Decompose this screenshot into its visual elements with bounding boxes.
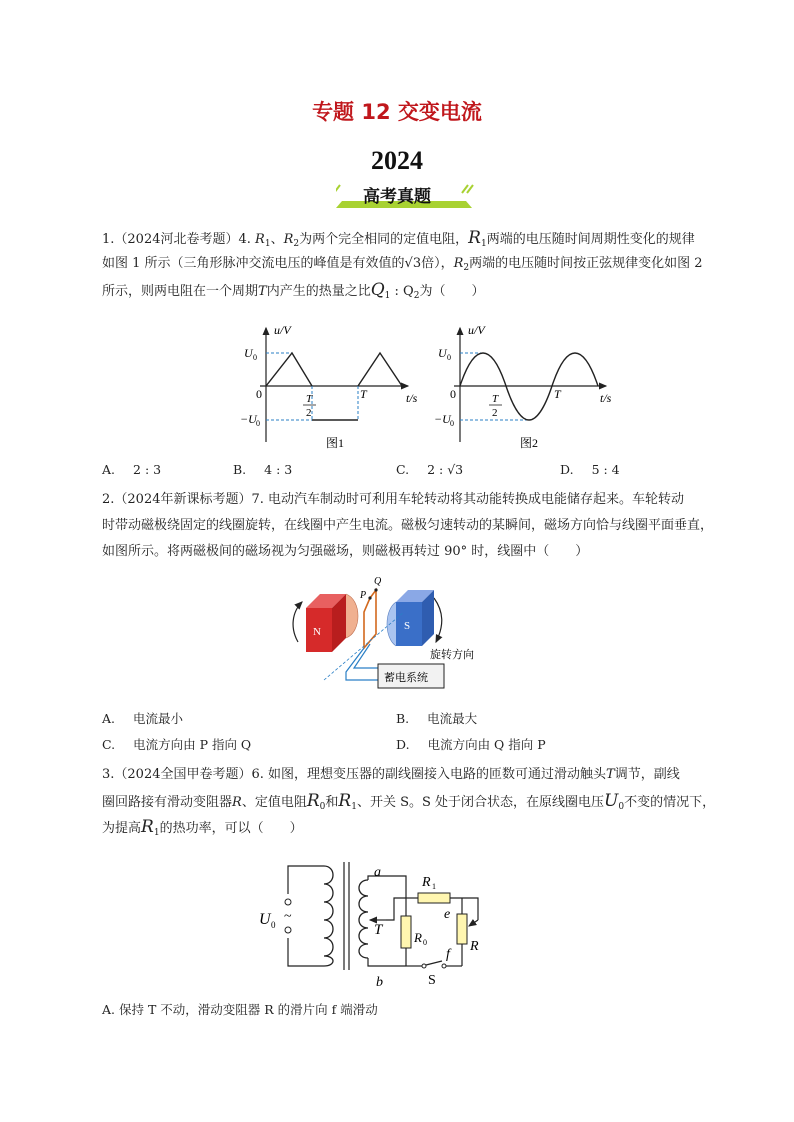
fig1-half-den: 2 (306, 407, 312, 419)
fig1-neg: −U (240, 412, 257, 426)
south-pole-face (387, 602, 396, 646)
q1-option-c[interactable] (396, 462, 463, 477)
q1-q2-sub: 2 (413, 291, 420, 301)
q-label: Q (374, 576, 382, 587)
q1-option-c-letter: C. (396, 462, 410, 477)
fig2-neg: −U (434, 412, 451, 426)
q2-option-d-text: 电流方向由 Q 指向 P (427, 737, 546, 752)
q1-q1-sub: 1 (384, 291, 391, 301)
q2-line-2: 时带动磁极绕固定的线圈旋转，在线圈中产生电流。磁极匀速转动的某瞬间，磁场方向恰与线圈平面垂直， (102, 518, 714, 533)
q1-figure-2 (434, 322, 624, 452)
q1-r2-b: R (453, 256, 464, 271)
q1-figure-1 (240, 322, 430, 452)
primary-coil (324, 866, 333, 966)
r0-label-sub: 0 (423, 938, 427, 947)
q3-r: R (232, 795, 242, 810)
resistor-r1 (418, 893, 450, 903)
q1-option-d-text: 5 : 4 (591, 462, 620, 477)
q1-q1: Q (370, 280, 385, 300)
q3-line3-b: 的热功率，可以（ ） (159, 821, 303, 836)
q3-option-a[interactable]: A. 保持 T 不动，滑动变阻器 R 的滑片向 f 端滑动 (102, 1002, 378, 1017)
north-label: N (313, 626, 321, 638)
q3-line2-d: 不变的情况下， (624, 795, 716, 810)
u0-label: U (259, 911, 271, 928)
q3-t: T (606, 767, 615, 782)
switch-contact-right (442, 964, 446, 968)
fig2-caption: 图2 (520, 436, 539, 450)
fig1-triangle-1 (266, 353, 312, 386)
r1-label: R (422, 875, 431, 890)
fig2-u0-sub: 0 (447, 353, 451, 362)
q2-line-1: 2.（2024年新课标考题）7. 电动汽车制动时可利用车轮转动将其动能转换成电能储存起来。车轮转动 (102, 492, 685, 507)
fig1-origin: 0 (256, 387, 262, 401)
q3-and: 和 (325, 795, 339, 810)
switch-label: S (428, 973, 436, 988)
fig1-half-num: T (306, 393, 313, 405)
q1-option-c-text: 2 : √3 (427, 462, 464, 477)
storage-label: 蓄电系统 (384, 672, 428, 684)
left-rotate-arrow (293, 602, 302, 642)
fig1-tlabel: t/s (406, 391, 418, 405)
q2-option-d[interactable] (396, 735, 546, 753)
q1-number: 4. (238, 232, 256, 247)
fig1-caption: 图1 (326, 436, 345, 450)
q3-r0-sub: 0 (319, 802, 326, 812)
q3-r1: R (338, 791, 352, 811)
right-rotate-arrow (434, 598, 442, 642)
point-q (374, 588, 377, 591)
q3-r0: R (306, 791, 320, 811)
primary-wire-bottom (288, 938, 324, 966)
fig1-u0: U (244, 346, 253, 360)
rheostat-slider (469, 920, 478, 926)
q1-line2-c: 两端的电压随时间按正弦规律变化如图 2 (469, 256, 703, 271)
q1-line-3 (102, 277, 702, 303)
fig2-ylabel: u/V (468, 323, 485, 337)
secondary-coil (359, 880, 368, 958)
fig1-neg-sub: 0 (256, 419, 260, 428)
q3-line1-b: 调节，副线 (614, 767, 680, 782)
secondary-wire-bottom (368, 958, 406, 966)
q1-option-d-letter: D. (560, 462, 574, 477)
question-1 (102, 225, 702, 303)
fig1-u0-sub: 0 (253, 353, 257, 362)
q3-line2-c: 、开关 S。S 处于闭合状态，在原线圈电压 (356, 795, 605, 810)
q3-r1-b: R (141, 817, 154, 837)
fig2-tlabel: t/s (600, 391, 612, 405)
q1-r2: R (283, 232, 294, 247)
b-label: b (376, 975, 383, 990)
fig2-T: T (554, 387, 561, 401)
q1-r2-sub: 2 (293, 239, 300, 249)
q1-line3-b: 内产生的热量之比 (266, 284, 371, 299)
q2-option-d-letter: D. (396, 737, 410, 752)
source-terminal-top (285, 899, 291, 905)
q3-line1-a: 3.（2024全国甲卷考题）6. 如图，理想变压器的副线圈接入电路的匝数可通过滑动触头 (102, 767, 607, 782)
q1-period: T (258, 284, 267, 299)
q2-option-b-text: 电流最大 (427, 711, 478, 726)
resistor-r0 (401, 916, 411, 948)
q3-u0: U (604, 791, 619, 811)
north-pole-face (346, 594, 358, 638)
point-p (368, 596, 371, 599)
q1-text-c: 两端的电压随时间周期性变化的规律 (486, 232, 695, 247)
q1-option-b[interactable] (233, 462, 292, 477)
q1-option-b-letter: B. (233, 462, 247, 477)
fig2-half-den: 2 (492, 407, 498, 419)
q3-line2-b: 、定值电阻 (241, 795, 307, 810)
r1-label-sub: 1 (432, 882, 436, 891)
q2-line-3: 如图所示。将两磁极间的磁场视为匀强磁场，则磁极再转过 90° 时，线圈中（ ） (102, 544, 589, 559)
q1-line-1 (102, 225, 702, 251)
q1-line2-b: 倍）， (421, 256, 454, 271)
q1-line3-a: 所示，则两电阻在一个周期 (102, 284, 259, 299)
q2-option-a[interactable] (102, 709, 183, 727)
exam-banner (336, 181, 476, 209)
south-label: S (404, 620, 411, 632)
p-label: P (360, 590, 367, 601)
coil-lead-1 (346, 648, 378, 680)
q3-line3-a: 为提高 (102, 821, 142, 836)
q1-option-a[interactable] (102, 462, 161, 477)
fig2-neg-sub: 0 (450, 419, 454, 428)
q1-line-2 (102, 251, 702, 277)
q1-sep: 、 (270, 232, 284, 247)
fig2-u0: U (438, 346, 447, 360)
rotation-direction-label: 旋转方向 (430, 649, 474, 661)
q2-figure (284, 572, 504, 698)
primary-wire-top (288, 866, 324, 894)
q2-option-a-letter: A. (102, 711, 116, 726)
a-label: a (374, 865, 381, 880)
q3-r1-b-sub: 1 (153, 828, 160, 838)
q1-text-b: 为两个完全相同的定值电阻， (299, 232, 469, 247)
question-2 (102, 487, 714, 565)
q1-source: 1.（2024河北卷考题） (102, 232, 239, 247)
q2-option-a-text: 电流最小 (133, 711, 184, 726)
q3-r1-sub: 1 (351, 802, 357, 812)
r-label: R (470, 939, 479, 954)
q3-line-2 (102, 788, 716, 814)
q3-line-3 (102, 814, 702, 840)
fig2-half-num: T (492, 393, 499, 405)
fig1-ylabel: u/V (274, 323, 291, 337)
q1-line3-c: 为（ ） (419, 284, 485, 299)
page-title: 专题 12 交变电流 (312, 100, 482, 124)
q2-option-c[interactable] (102, 735, 251, 753)
q1-q2: Q (403, 284, 414, 299)
q2-option-c-letter: C. (102, 737, 116, 752)
q3-circuit-figure (256, 858, 496, 992)
q1-sqrt3: √3 (404, 256, 422, 271)
ac-tilde: ~ (284, 909, 292, 924)
rheostat-r (457, 914, 467, 944)
year-heading: 2024 (371, 146, 423, 175)
q1-r2-b-sub: 2 (463, 263, 470, 273)
banner-text: 高考真题 (363, 187, 431, 207)
q1-r1-sub: 1 (264, 239, 271, 249)
q1-option-a-letter: A. (102, 462, 116, 477)
fig1-triangle-2 (358, 353, 402, 386)
switch-contact-left (422, 964, 426, 968)
r0-label: R (414, 930, 422, 945)
question-3 (102, 762, 716, 840)
q1-line2-a: 如图 1 所示（三角形脉冲交流电压的峰值是有效值的 (102, 256, 405, 271)
q2-option-b-letter: B. (396, 711, 410, 726)
u0-label-sub: 0 (271, 920, 276, 930)
q1-colon: : (390, 284, 404, 299)
q3-u0-sub: 0 (618, 802, 625, 812)
f-label: f (446, 947, 450, 962)
q1-option-b-text: 4 : 3 (264, 462, 293, 477)
q1-r1: R (255, 232, 265, 247)
q2-option-c-text: 电流方向由 P 指向 Q (133, 737, 252, 752)
fig1-T: T (360, 387, 367, 401)
q1-r1-big-sub: 1 (480, 239, 487, 249)
q1-option-d[interactable] (560, 462, 620, 477)
t-label: T (374, 922, 383, 938)
q1-r1-big: R (468, 228, 481, 248)
q2-option-b[interactable] (396, 709, 477, 727)
q3-line2-a: 圈回路接有滑动变阻器 (102, 795, 233, 810)
q3-line-1 (102, 762, 702, 788)
switch-blade (426, 961, 442, 965)
e-label: e (444, 907, 451, 922)
fig2-origin: 0 (450, 387, 456, 401)
source-terminal-bottom (285, 927, 291, 933)
q1-option-a-text: 2 : 3 (133, 462, 162, 477)
